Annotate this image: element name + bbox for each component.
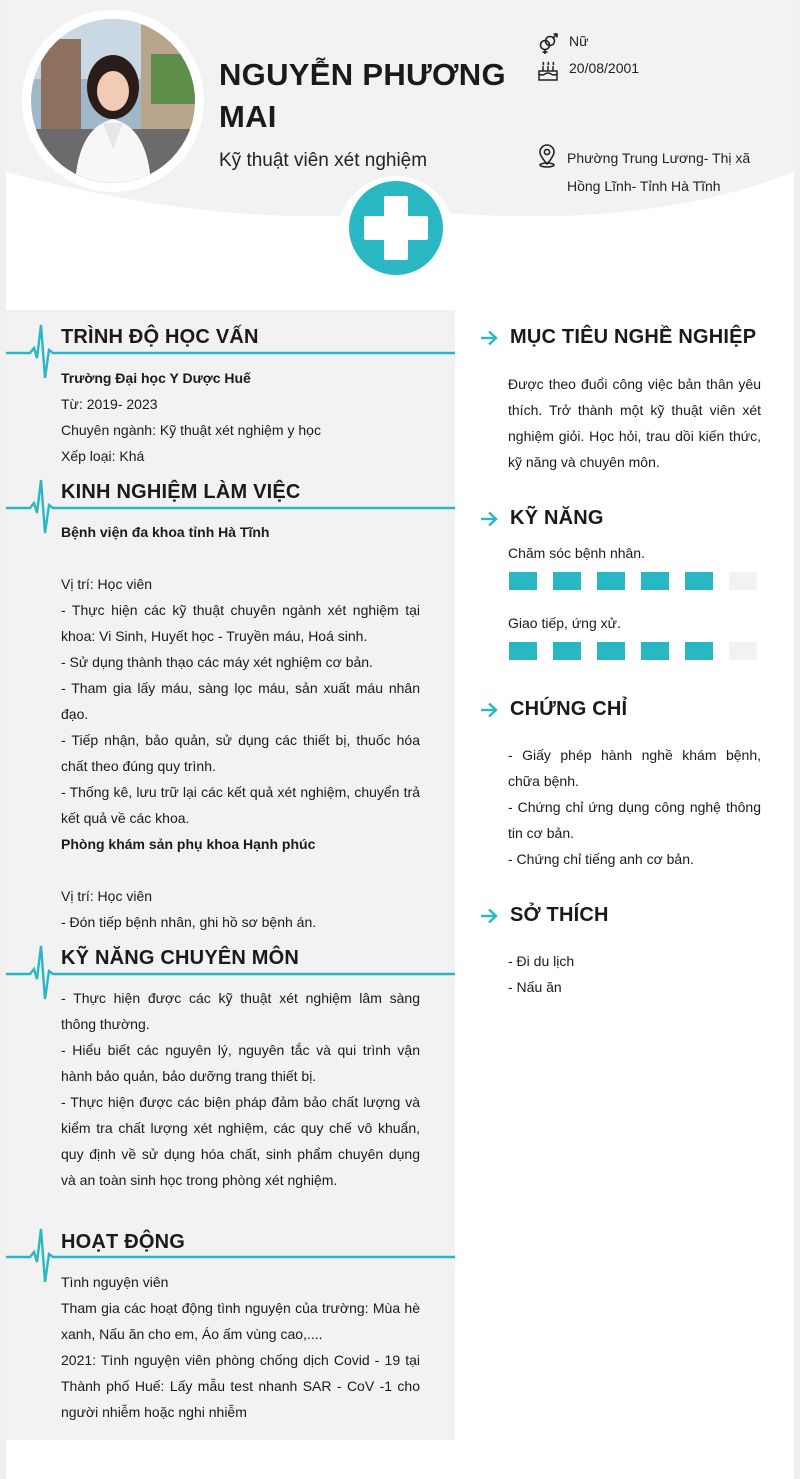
gender-value: Nữ: [569, 33, 589, 49]
job-org: Phòng khám sản phụ khoa Hạnh phúc: [61, 836, 316, 852]
certificate-item: - Chứng chỉ ứng dụng công nghệ thông tin cơ bản.: [508, 799, 761, 841]
education-rank: Xếp loại: Khá: [61, 448, 145, 464]
skill-label: Chăm sóc bệnh nhân.: [508, 545, 645, 561]
education-major: Chuyên ngành: Kỹ thuật xét nghiệm y học: [61, 422, 321, 438]
professional-skills-body: [61, 985, 420, 1193]
activity-item: Tình nguyện viên: [61, 1274, 169, 1290]
full-name: NGUYỄN PHƯƠNG MAI: [219, 57, 506, 134]
skills-title: KỸ NĂNG: [510, 507, 604, 529]
hobbies-title-row: [480, 904, 609, 927]
address-row: [537, 144, 767, 200]
education-title: TRÌNH ĐỘ HỌC VẤN: [61, 326, 259, 348]
skill-level-segment-filled: [553, 572, 581, 590]
medical-cross-icon: [338, 176, 454, 292]
activities-title: HOẠT ĐỘNG: [61, 1231, 186, 1253]
experience-body: [61, 519, 420, 935]
certificate-item: - Giấy phép hành nghề khám bệnh, chữa bệnh.: [508, 747, 761, 789]
skill-level-segment-filled: [641, 572, 669, 590]
skills-title-row: [480, 507, 604, 530]
gender-icon: [537, 33, 559, 55]
job-position: Vị trí: Học viên: [61, 888, 153, 904]
skill-level-segment-filled: [685, 642, 713, 660]
skill-level-segment-empty: [729, 642, 757, 660]
hobby-item: - Nấu ăn: [508, 979, 562, 995]
skill-item: - Thực hiện được các kỹ thuật xét nghiệm lâm sàng thông thường.: [61, 990, 420, 1032]
skill-level-segment-filled: [553, 642, 581, 660]
professional-skills-title: KỸ NĂNG CHUYÊN MÔN: [61, 947, 300, 969]
certificates-title-row: [480, 698, 627, 721]
skill-level-segment-empty: [729, 572, 757, 590]
job-task: - Tiếp nhận, bảo quản, sử dụng các thiết bị, thuốc hóa chất theo đúng quy trình.: [61, 732, 420, 774]
objective-title: MỤC TIÊU NGHỀ NGHIỆP: [510, 326, 757, 348]
dob-value: 20/08/2001: [569, 60, 640, 76]
avatar: [22, 10, 204, 192]
skill-level-segment-filled: [597, 572, 625, 590]
skill-level-segment-filled: [685, 572, 713, 590]
skill-level-bar: [509, 572, 757, 590]
hobbies-body: [508, 948, 761, 1000]
portrait-image: [31, 19, 195, 183]
cv-page: [6, 0, 794, 1479]
job-position: Vị trí: Học viên: [61, 576, 153, 592]
job-org: Bệnh viện đa khoa tỉnh Hà Tĩnh: [61, 524, 270, 540]
hobby-item: - Đi du lịch: [508, 953, 575, 969]
address-value: Phường Trung Lương- Thị xã Hồng Lĩnh- Tỉnh Hà Tĩnh: [567, 150, 751, 194]
objective-text: Được theo đuổi công việc bản thân yêu thích. Trở thành một kỹ thuật viên xét nghiệm giỏi. Học hỏi, trau dồi kiến thức, kỹ năng và chuyên môn.: [508, 376, 761, 470]
job-task: - Đón tiếp bệnh nhân, ghi hồ sơ bệnh án.: [61, 914, 317, 930]
arrow-right-icon: [480, 511, 498, 527]
certificates-body: [508, 742, 761, 872]
objective-title-row: [480, 326, 756, 349]
job-task: - Thống kê, lưu trữ lại các kết quả xét nghiệm, chuyển trả kết quả về các khoa.: [61, 784, 420, 826]
skill-level-segment-filled: [597, 642, 625, 660]
job-task: - Thực hiện các kỹ thuật chuyên ngành xét nghiệm tại khoa: Vi Sinh, Huyết học - Truyền máu, Hoá sinh.: [61, 602, 420, 644]
skill-level-segment-filled: [641, 642, 669, 660]
skill-level-bar: [509, 642, 757, 660]
arrow-right-icon: [480, 702, 498, 718]
activities-body: [61, 1269, 420, 1425]
job-title: Kỹ thuật viên xét nghiệm: [219, 150, 428, 171]
job-task: - Tham gia lấy máu, sàng lọc máu, sản xuất máu nhân đạo.: [61, 680, 420, 722]
activity-item: Tham gia các hoạt động tình nguyện của trường: Mùa hè xanh, Nấu ăn cho em, Áo ấm vùng cao,....: [61, 1300, 420, 1342]
skill-level-segment-filled: [509, 642, 537, 660]
skill-item: - Hiểu biết các nguyên lý, nguyên tắc và qui trình vận hành bảo quản, bảo dưỡng trang thiết bị.: [61, 1042, 420, 1084]
location-pin-icon: [537, 144, 557, 168]
skill-level-segment-filled: [509, 572, 537, 590]
experience-title: KINH NGHIỆM LÀM VIỆC: [61, 481, 301, 503]
gender-row: [537, 33, 588, 55]
school-name: Trường Đại học Y Dược Huế: [61, 370, 251, 386]
activity-item: 2021: Tình nguyện viên phòng chống dịch Covid - 19 tại Thành phố Huế: Lấy mẫu test nhanh SAR - CoV -1 cho người nhiễm hoặc nghi nhiễm: [61, 1352, 420, 1420]
skill-label: Giao tiếp, ứng xử.: [508, 615, 621, 631]
education-body: [61, 365, 420, 469]
arrow-right-icon: [480, 908, 498, 924]
birthday-cake-icon: [537, 60, 559, 82]
certificate-item: - Chứng chỉ tiếng anh cơ bản.: [508, 851, 694, 867]
hobbies-title: SỞ THÍCH: [510, 904, 609, 926]
dob-row: [537, 60, 639, 82]
arrow-right-icon: [480, 330, 498, 346]
spacer: [61, 857, 420, 883]
skill-item: - Thực hiện được các biện pháp đảm bảo chất lượng và kiểm tra chất lượng xét nghiệm, các quy chế vô khuẩn, quy định về sử dụng hóa chất, sinh phẩm chuyên dụng và an toàn sinh học trong phòng xét nghiệm.: [61, 1094, 420, 1188]
spacer: [61, 545, 420, 571]
education-period: Từ: 2019- 2023: [61, 396, 158, 412]
certificates-title: CHỨNG CHỈ: [510, 698, 628, 720]
job-task: - Sử dụng thành thạo các máy xét nghiệm cơ bản.: [61, 654, 373, 670]
